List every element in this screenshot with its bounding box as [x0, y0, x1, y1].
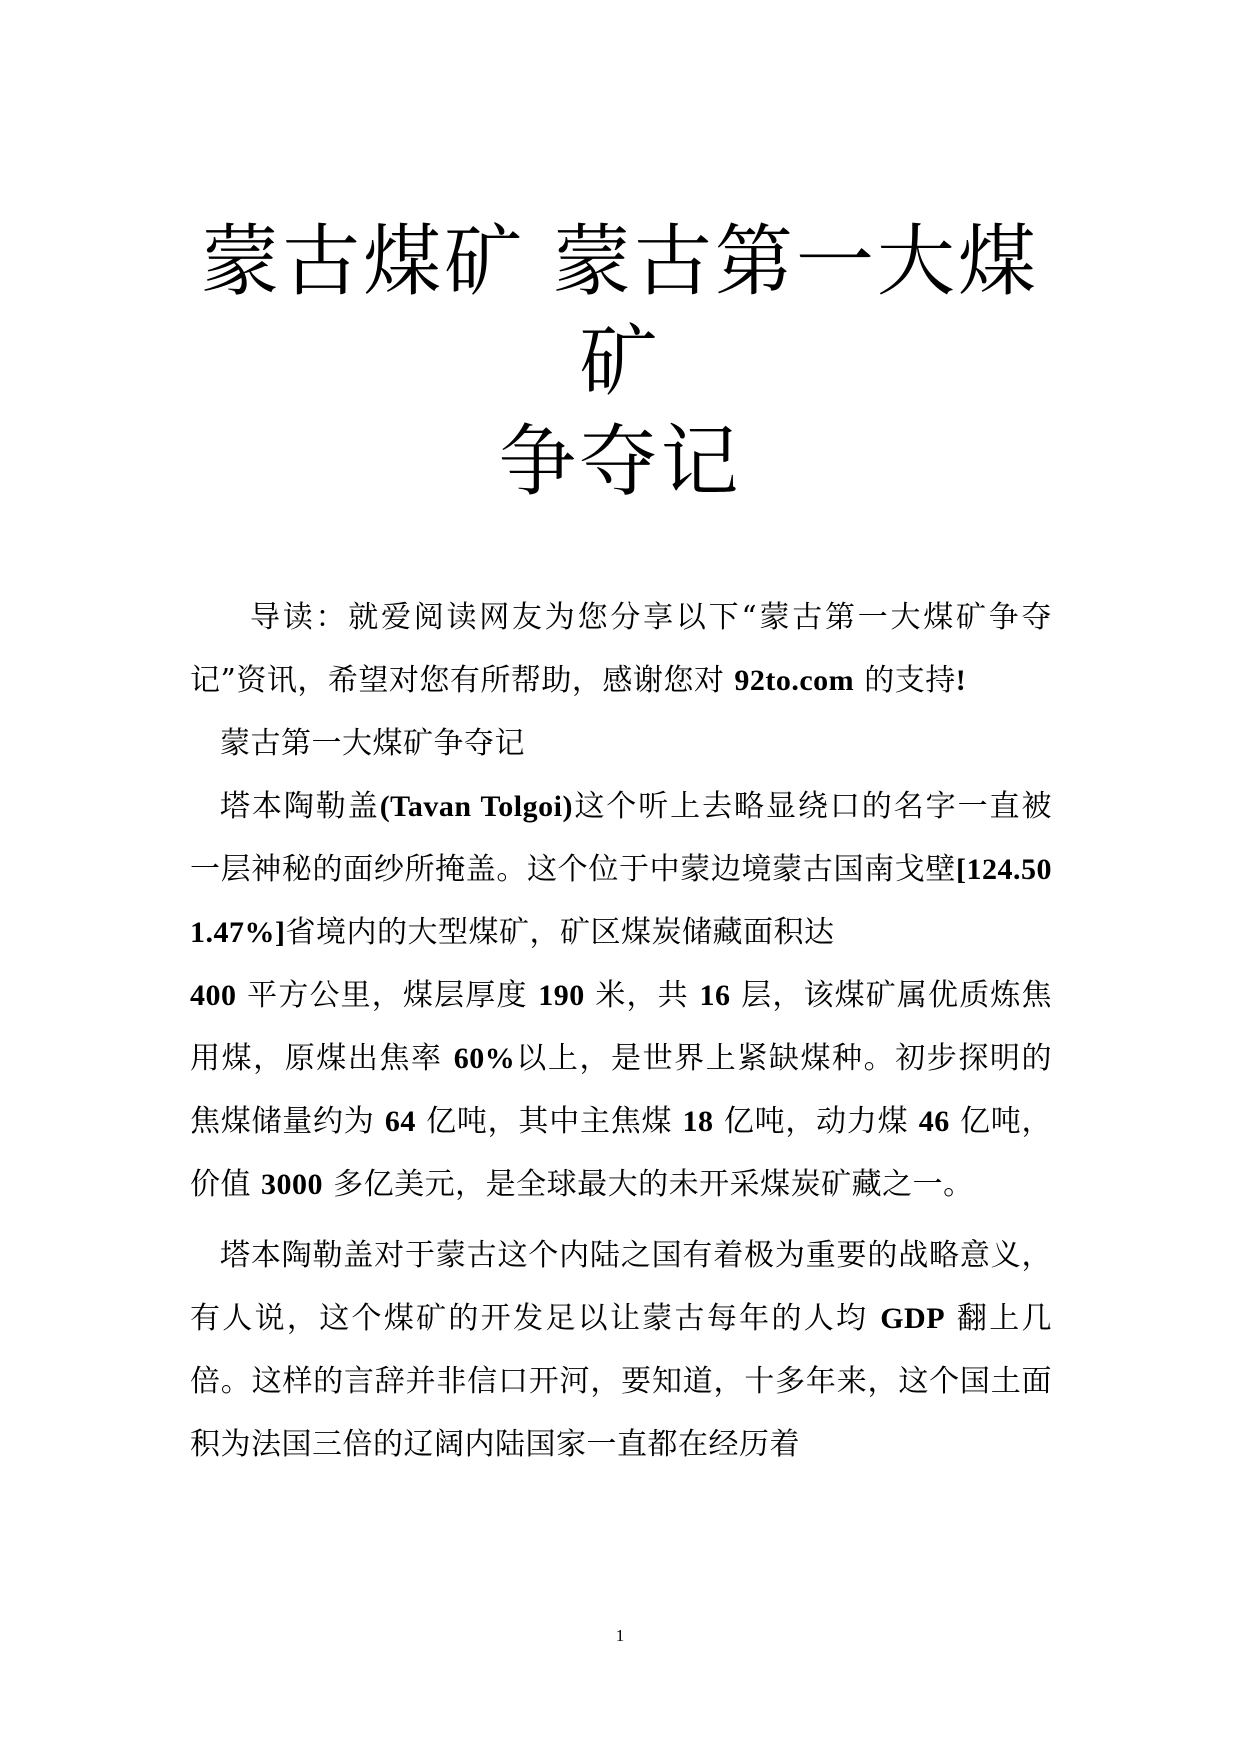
document-body [190, 586, 1052, 1476]
body-paragraph-1 [190, 775, 1052, 1216]
p1-bold-10: 3000 [261, 1168, 324, 1201]
p1-text-6: 层，该煤矿属优质炼焦用煤，原煤出焦率 [190, 978, 1052, 1076]
p1-text-10: 亿吨，价值 [190, 1104, 1053, 1202]
p1-bold-8: 18 [682, 1105, 714, 1138]
p1-bold-5: 16 [699, 979, 731, 1012]
p1-text-8: 亿吨，其中主焦煤 [415, 1104, 683, 1139]
p1-bold-4: 190 [538, 979, 585, 1012]
p1-text-3: 省境内的大型煤矿，矿区煤炭储藏面积达 [285, 915, 835, 950]
intro-exclamation: ! [955, 664, 967, 697]
title-line-1: 蒙古煤矿 蒙古第一大煤矿 [201, 217, 1039, 407]
p1-text-1: 塔本陶勒盖 [220, 789, 380, 824]
site-link-text: 92to.com [734, 664, 855, 697]
p1-bold-6: 60% [453, 1042, 516, 1075]
p2-bold-1: GDP [880, 1302, 946, 1335]
document-title [180, 212, 1060, 512]
intro-paragraph [190, 586, 1052, 712]
p1-text-7: 以上，是世界上紧缺煤种。初步探明的焦煤储量约为 [190, 1041, 1052, 1139]
body-paragraph-2 [190, 1224, 1052, 1476]
title-line-2: 争夺记 [498, 417, 742, 507]
p1-bold-1: (Tavan Tolgoi) [379, 790, 573, 823]
p1-text-5: 米，共 [584, 978, 700, 1013]
p1-text-11: 多亿美元，是全球最大的未开采煤炭矿藏之一。 [323, 1167, 974, 1202]
p1-text-9: 亿吨，动力煤 [713, 1104, 919, 1139]
p1-bold-9: 46 [918, 1105, 950, 1138]
p1-bold-3: 400 [190, 979, 237, 1012]
p1-bold-7: 64 [384, 1105, 416, 1138]
article-subtitle: 蒙古第一大煤矿争夺记 [220, 726, 525, 761]
page-number: 1 [615, 1626, 625, 1645]
p1-text-4: 平方公里，煤层厚度 [236, 978, 539, 1013]
p1-bold-2: [124.50 1.47%] [190, 853, 1052, 949]
p2-text-1: 塔本陶勒盖对于蒙古这个内陆之国有着极为重要的战略意义，有人说，这个煤矿的开发足以让蒙古每年的人均 [190, 1238, 1052, 1336]
intro-text-1: 导读：就爱阅读网友为您分享以下“蒙古第一大煤矿争夺记”资讯，希望对您有所帮助，感谢您对 [190, 600, 1052, 698]
p2-text-2: 翻上几倍。这样的言辞并非信口开河，要知道，十多年来，这个国土面积为法国三倍的辽阔内陆国家一直都在经历着 [190, 1301, 1052, 1462]
p1-text-2: 这个听上去略显绕口的名字一直被一层神秘的面纱所掩盖。这个位于中蒙边境蒙古国南戈壁 [190, 789, 1052, 887]
intro-text-2: 的支持 [854, 663, 956, 698]
